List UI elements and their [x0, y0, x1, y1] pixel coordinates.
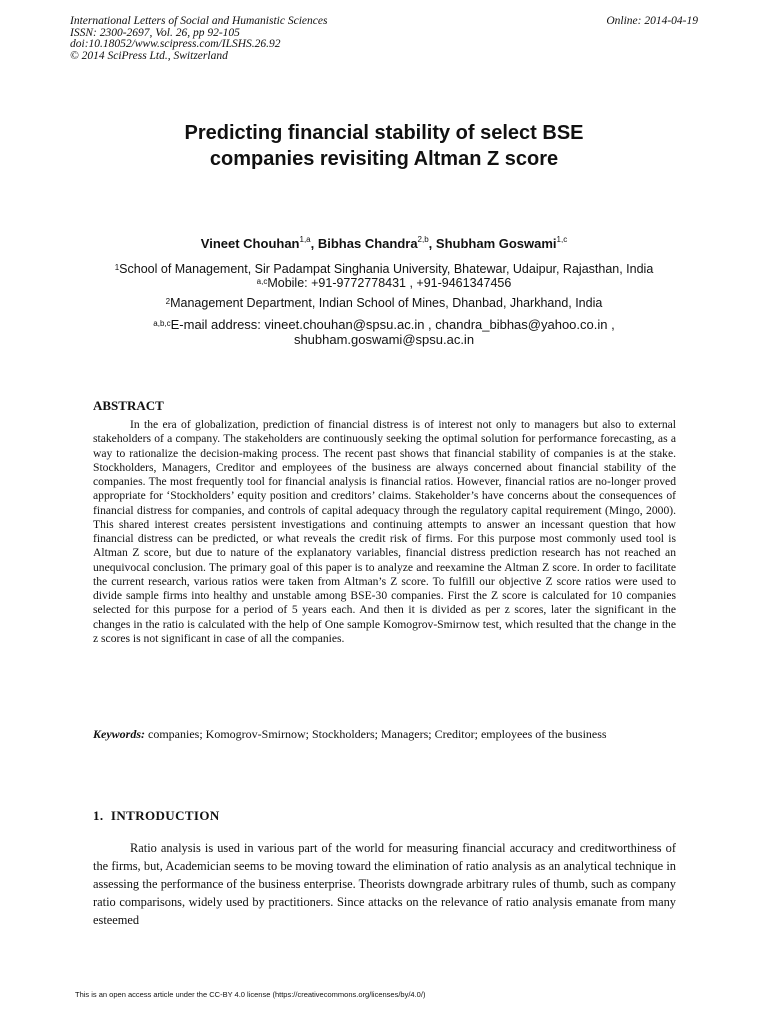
- affiliation-sup: 1: [114, 263, 120, 272]
- affiliation-text: School of Management, Sir Padampat Singhania University, Bhatewar, Udaipur, Rajasthan, India: [119, 262, 654, 276]
- abstract-paragraph: In the era of globalization, prediction of financial distress is of interest not only to managers but also to external stakeholders of a company. The stakeholders are continuously seeking the optimal solution for performance forecasting, as a way to rationalize the decision-making process. The recent past shows that financial stability of companies is at the stake. Stockholders, Managers, Creditor and employees of the business are always concerned about financial stability of the companies. The most frequently tool for financial analysis is financial ratios. However, financial ratios are no-longer proved appropriate for ‘Stockholders’ equity position and creditors’ claims. Stakeholder’s have concerns about the consequences of financial distress for companies, and controls of capital adequacy through the regulatory capital requirement (Mingo, 2000). This shared interest creates persistent investigations and continuing attempts to answer an incessant question that how financial distress can be predicted, or what reveals the credit risk of firms. For this purpose most commonly used tool is Altman Z score, but due to nature of the explanatory variables, financial distress prediction research has not reached an unequivocal conclusion. The primary goal of this paper is to analyze and reexamine the Altman Z score. In order to facilitate the current research, various ratios were taken from Altman’s Z score. To fulfill our objective Z score ratios were used to divide sample firms into healthy and unstable among BSE-30 companies. First the Z score is calculated for 10 companies selected for this purpose for a period of 5 years each. And then it is divided as per z scores, later the significant in the changes in the ratio is calculated with the help of One sample Komogrov-Smirnow test, which resulted that the change in the z scores is not significant in case of all the companies.: [93, 418, 676, 645]
- affiliation-sup: 2: [165, 297, 171, 306]
- keywords-colon: :: [141, 727, 145, 741]
- introduction-body: [93, 840, 676, 930]
- email-text: E-mail address: vineet.chouhan@spsu.ac.in , chandra_bibhas@yahoo.co.in ,: [170, 317, 615, 332]
- keywords-label: Keywords: [93, 727, 141, 741]
- license-footer: This is an open access article under the CC-BY 4.0 license (https://creativecommons.org/licenses/by/4.0/): [75, 990, 426, 999]
- journal-name: International Letters of Social and Humanistic Sciences: [70, 15, 328, 27]
- email-line-2: shubham.goswami@spsu.ac.in: [293, 332, 475, 347]
- author-list: [60, 236, 708, 251]
- mobile-sup: a,c: [256, 277, 268, 286]
- keywords: [93, 727, 676, 742]
- title-line-1: Predicting financial stability of select BSE: [184, 122, 584, 144]
- author-sup: 1,a: [299, 235, 311, 244]
- issn-line: ISSN: 2300-2697, Vol. 26, pp 92-105: [70, 26, 240, 39]
- abstract-body: [93, 418, 676, 646]
- journal-header: [70, 16, 327, 62]
- paper-title: [90, 120, 678, 172]
- mobile-line: [60, 276, 708, 290]
- email-line-1: [60, 318, 708, 332]
- abstract-heading: ABSTRACT: [93, 398, 164, 413]
- title-line-2: companies revisiting Altman Z score: [209, 148, 559, 170]
- section-heading: [93, 808, 220, 824]
- introduction-paragraph: Ratio analysis is used in various part of the world for measuring financial accuracy and creditworthiness of the firms, but, Academician seems to be moving toward the elimination of ratio analysis as an analytical technique in assessing the performance of the business enterprise. Theorists downgrade arbitrary rules of thumb, such as company ratio comparisons, widely used by practitioners. Since attacks on the relevance of ratio analysis emanate from many esteemed: [93, 841, 676, 927]
- author-separator: ,: [428, 236, 436, 251]
- affiliation-1: [60, 262, 708, 276]
- section-title: INTRODUCTION: [110, 808, 220, 823]
- email-sup: a,b,c: [153, 319, 171, 328]
- mobile-text: Mobile: +91-9772778431 , +91-9461347456: [267, 276, 512, 290]
- doi-line: doi:10.18052/www.scipress.com/ILSHS.26.92: [70, 38, 281, 50]
- keywords-text: companies; Komogrov-Smirnow; Stockholders; Managers; Creditor; employees of the business: [145, 727, 607, 741]
- author-name: Vineet Chouhan: [200, 236, 300, 251]
- author-name: Bibhas Chandra: [317, 236, 418, 251]
- author-sup: 1,c: [556, 235, 568, 244]
- affiliation-2: [60, 296, 708, 310]
- online-date: Online: 2014-04-19: [606, 15, 698, 27]
- author-name: Shubham Goswami: [435, 236, 557, 251]
- author-sup: 2,b: [417, 235, 429, 244]
- section-number: 1.: [93, 808, 104, 823]
- copyright-line: © 2014 SciPress Ltd., Switzerland: [70, 49, 228, 62]
- affiliation-text: Management Department, Indian School of Mines, Dhanbad, Jharkhand, India: [170, 296, 603, 310]
- author-separator: ,: [310, 236, 318, 251]
